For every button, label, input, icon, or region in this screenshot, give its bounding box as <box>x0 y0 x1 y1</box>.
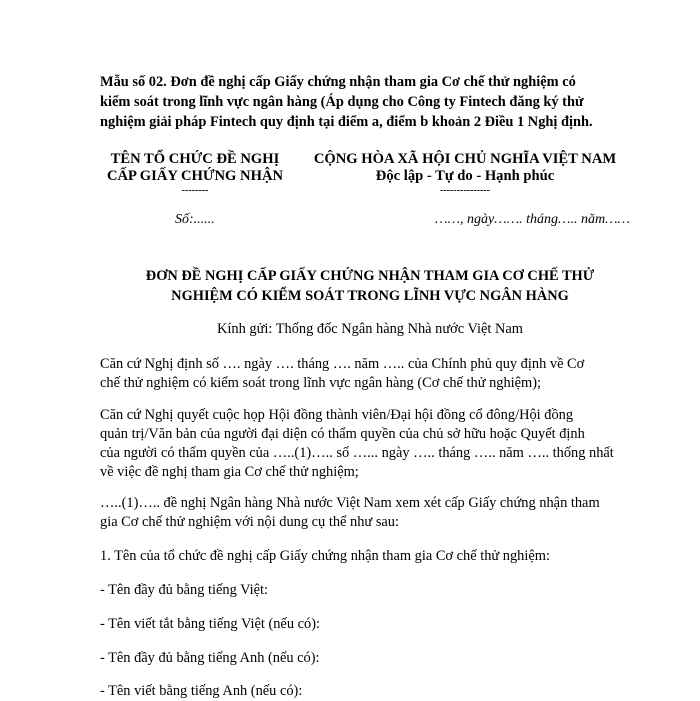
organization-name-line2: CẤP GIẤY CHỨNG NHẬN <box>106 168 284 184</box>
paragraph-line: về việc đề nghị tham gia Cơ chế thử nghiệm; <box>100 464 359 480</box>
paragraph-line: Căn cứ Nghị quyết cuộc họp Hội đồng thành viên/Đại hội đồng cổ đông/Hội đồng <box>100 407 574 423</box>
paragraph-line: quản trị/Văn bản của người đại diện có thẩm quyền của chủ sở hữu hoặc Quyết định <box>100 426 585 442</box>
document-date: ……, ngày……. tháng….. năm…… <box>435 212 630 227</box>
paragraph-line: 1. Tên của tổ chức đề nghị cấp Giấy chứng nhận tham gia Cơ chế thử nghiệm: <box>100 548 550 564</box>
paragraph-line: - Tên viết tắt bằng tiếng Việt (nếu có): <box>100 616 320 632</box>
list-item <box>100 682 640 701</box>
national-header-block <box>300 151 630 197</box>
section-1-heading <box>100 547 640 566</box>
paragraph-line: - Tên đầy đủ bằng tiếng Anh (nếu có): <box>100 650 320 666</box>
title-line: ĐƠN ĐỀ NGHỊ CẤP GIẤY CHỨNG NHẬN THAM GIA CƠ CHẾ THỬ <box>145 268 595 284</box>
recipient-line: Kính gửi: Thống đốc Ngân hàng Nhà nước Việt Nam <box>217 321 523 337</box>
document-number: Số:...... <box>175 212 215 227</box>
organization-block <box>100 151 290 197</box>
paragraph-line: gia Cơ chế thử nghiệm với nội dung cụ thể như sau: <box>100 514 399 530</box>
national-divider: --------------- <box>440 185 490 196</box>
organization-name-line1: TÊN TỔ CHỨC ĐỀ NGHỊ <box>110 151 280 167</box>
legal-basis-decree <box>100 355 640 393</box>
national-title: CỘNG HÒA XÃ HỘI CHỦ NGHĨA VIỆT NAM <box>313 151 617 167</box>
request-paragraph <box>100 494 640 532</box>
paragraph-line: của người có thẩm quyền của …..(1)….. số …... ngày ….. tháng ….. năm ….. thống nhất <box>100 445 614 461</box>
paragraph-line: - Tên đầy đủ bằng tiếng Việt: <box>100 582 269 598</box>
list-item <box>100 581 640 600</box>
title-line: NGHIỆM CÓ KIỂM SOÁT TRONG LĨNH VỰC NGÂN HÀNG <box>171 288 569 304</box>
paragraph-line: Căn cứ Nghị định số …. ngày …. tháng …. năm ….. của Chính phủ quy định về Cơ <box>100 356 585 372</box>
legal-basis-resolution <box>100 406 640 482</box>
list-item <box>100 615 640 634</box>
heading-line: nghiệm giải pháp Fintech quy định tại điểm a, điểm b khoản 2 Điều 1 Nghị định. <box>100 114 593 130</box>
paragraph-line: - Tên viết bằng tiếng Anh (nếu có): <box>100 683 303 699</box>
paragraph-line: chế thử nghiệm có kiểm soát trong lĩnh vực ngân hàng (Cơ chế thử nghiệm); <box>100 375 542 391</box>
document-title <box>100 266 640 306</box>
organization-divider: -------- <box>181 185 209 196</box>
heading-line: Mẫu số 02. Đơn đề nghị cấp Giấy chứng nhận tham gia Cơ chế thử nghiệm có <box>100 74 576 90</box>
heading-line: kiểm soát trong lĩnh vực ngân hàng (Áp dụng cho Công ty Fintech đăng ký thử <box>100 94 584 110</box>
paragraph-line: …..(1)….. đề nghị Ngân hàng Nhà nước Việt Nam xem xét cấp Giấy chứng nhận tham <box>100 495 600 511</box>
national-motto: Độc lập - Tự do - Hạnh phúc <box>375 168 555 184</box>
list-item <box>100 649 640 668</box>
form-heading <box>100 72 635 132</box>
